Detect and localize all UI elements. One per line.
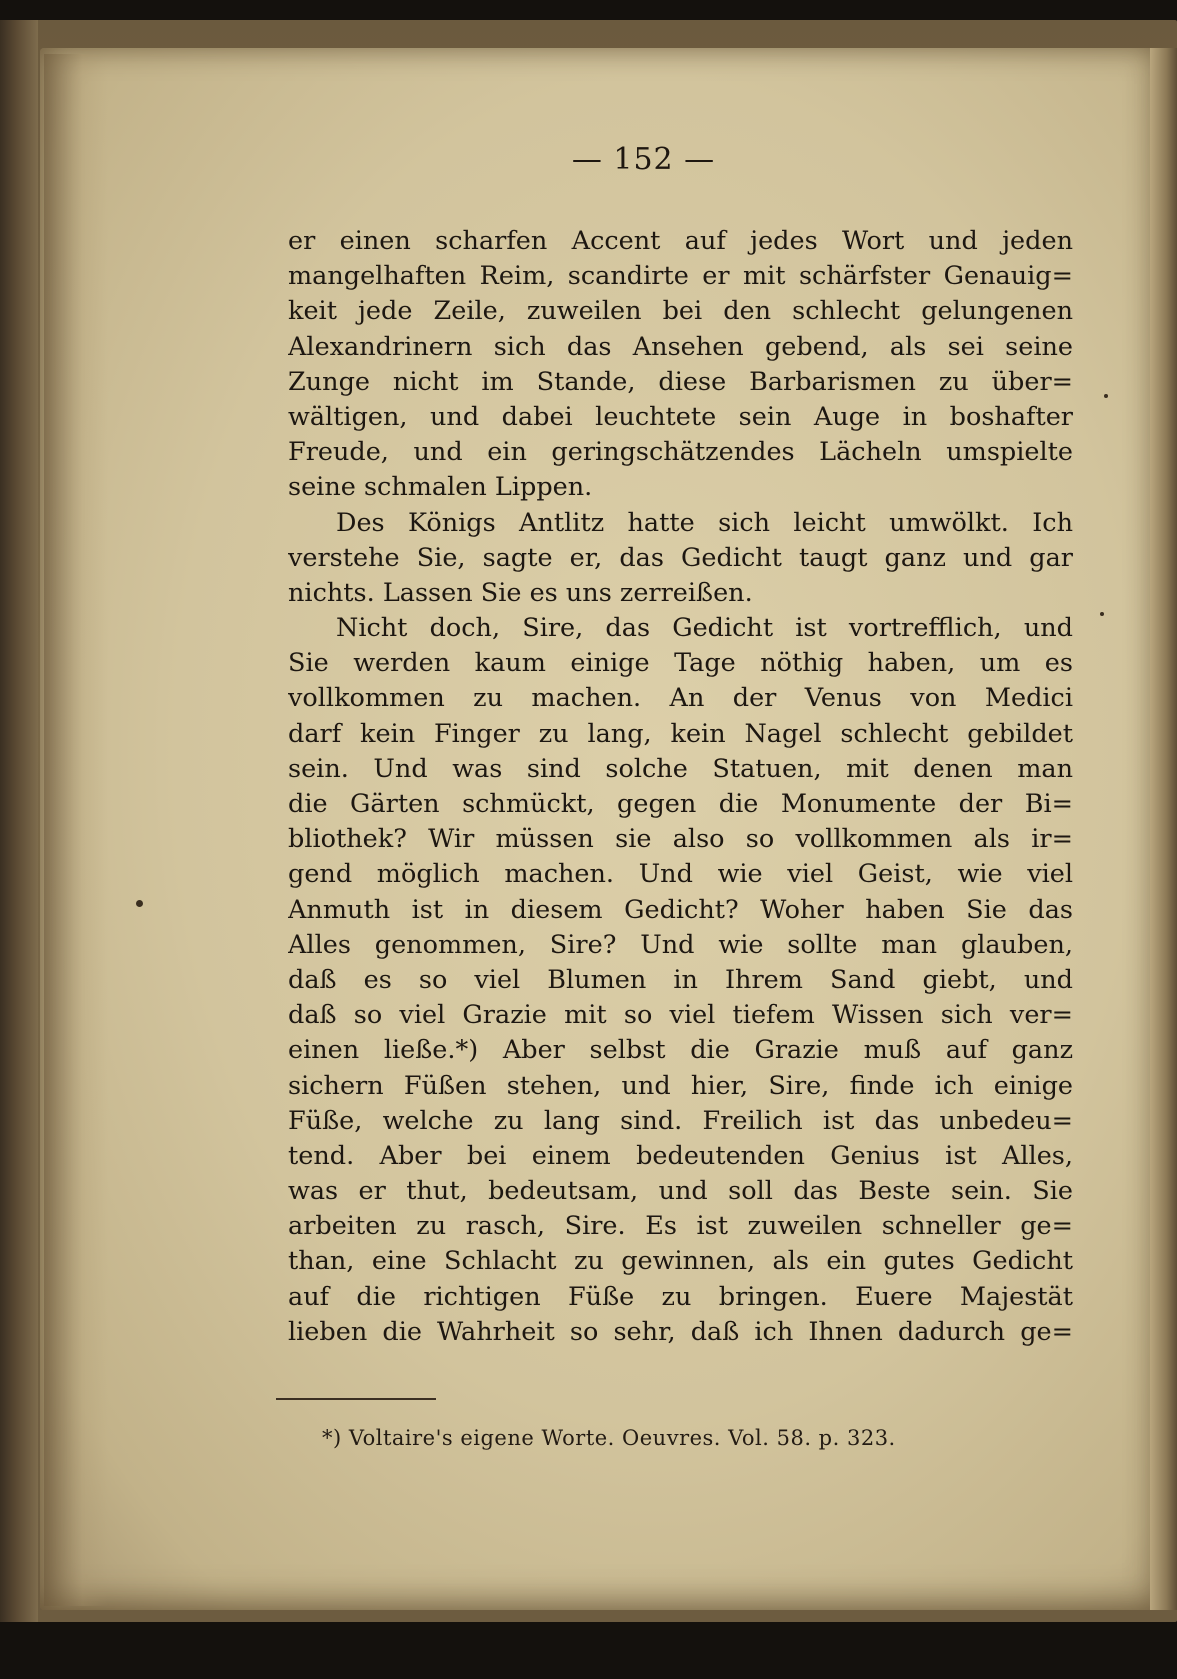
text-line: Anmuth ist in diesem Gedicht? Woher haben Sie das xyxy=(288,894,1073,925)
page-stack-edge xyxy=(1150,48,1177,1610)
footnote: *) Voltaire's eigene Worte. Oeuvres. Vol. 58. p. 323. xyxy=(322,1426,896,1450)
text-line: tend. Aber bei einem bedeutenden Genius ist Alles, xyxy=(288,1140,1073,1171)
text-line: Sie werden kaum einige Tage nöthig haben, um es xyxy=(288,648,1073,679)
text-line: wältigen, und dabei leuchtete sein Auge in boshafter xyxy=(288,401,1073,432)
text-line: than, eine Schlacht zu gewinnen, als ein gutes Gedicht xyxy=(288,1246,1073,1277)
text-line: sein. Und was sind solche Statuen, mit denen man xyxy=(288,753,1073,784)
paper-speck xyxy=(1100,612,1104,616)
text-line: Des Königs Antlitz hatte sich leicht umwölkt. Ich xyxy=(336,507,1073,538)
page-number: — 152 — xyxy=(571,142,716,177)
paper-speck xyxy=(1104,394,1108,398)
text-line: seine schmalen Lippen. xyxy=(288,472,593,503)
text-line: Freude, und ein geringschätzendes Lächeln umspielte xyxy=(288,437,1073,468)
text-line: mangelhaften Reim, scandirte er mit schärfster Genauig= xyxy=(288,261,1073,292)
page-gutter-shadow xyxy=(44,54,108,1606)
text-line: Zunge nicht im Stande, diese Barbarismen zu über= xyxy=(288,366,1073,397)
book-binding xyxy=(0,20,38,1622)
text-line: lieben die Wahrheit so sehr, daß ich Ihnen dadurch ge= xyxy=(288,1316,1073,1347)
text-line: Füße, welche zu lang sind. Freilich ist das unbedeu= xyxy=(288,1105,1073,1136)
text-line: bliothek? Wir müssen sie also so vollkommen als ir= xyxy=(288,824,1073,855)
text-line: auf die richtigen Füße zu bringen. Euere Majestät xyxy=(288,1281,1073,1312)
text-line: arbeiten zu rasch, Sire. Es ist zuweilen schneller ge= xyxy=(288,1211,1073,1242)
text-line: Alexandrinern sich das Ansehen gebend, als sei seine xyxy=(288,331,1073,362)
text-line: darf kein Finger zu lang, kein Nagel schlecht gebildet xyxy=(288,718,1073,749)
text-line: nichts. Lassen Sie es uns zerreißen. xyxy=(288,577,753,608)
text-line: die Gärten schmückt, gegen die Monumente der Bi= xyxy=(288,789,1073,819)
text-line: verstehe Sie, sagte er, das Gedicht taugt ganz und gar xyxy=(288,542,1073,573)
text-line: sichern Füßen stehen, und hier, Sire, finde ich einige xyxy=(288,1070,1073,1101)
text-line: keit jede Zeile, zuweilen bei den schlecht gelungenen xyxy=(288,296,1073,327)
footnote-divider xyxy=(276,1398,436,1400)
text-line: daß so viel Grazie mit so viel tiefem Wissen sich ver= xyxy=(288,1000,1073,1031)
text-line: Nicht doch, Sire, das Gedicht ist vortrefflich, und xyxy=(336,613,1073,644)
text-line: Alles genommen, Sire? Und wie sollte man glauben, xyxy=(288,929,1073,960)
text-line: was er thut, bedeutsam, und soll das Beste sein. Sie xyxy=(288,1176,1073,1207)
text-line: daß es so viel Blumen in Ihrem Sand giebt, und xyxy=(288,964,1073,995)
body-text xyxy=(288,224,1073,1350)
text-line: er einen scharfen Accent auf jedes Wort und jeden xyxy=(288,226,1073,256)
text-line: gend möglich machen. Und wie viel Geist, wie viel xyxy=(288,859,1073,890)
text-line: einen ließe.*) Aber selbst die Grazie muß auf ganz xyxy=(288,1035,1073,1066)
paper-speck xyxy=(136,900,143,907)
text-line: vollkommen zu machen. An der Venus von Medici xyxy=(288,683,1073,714)
